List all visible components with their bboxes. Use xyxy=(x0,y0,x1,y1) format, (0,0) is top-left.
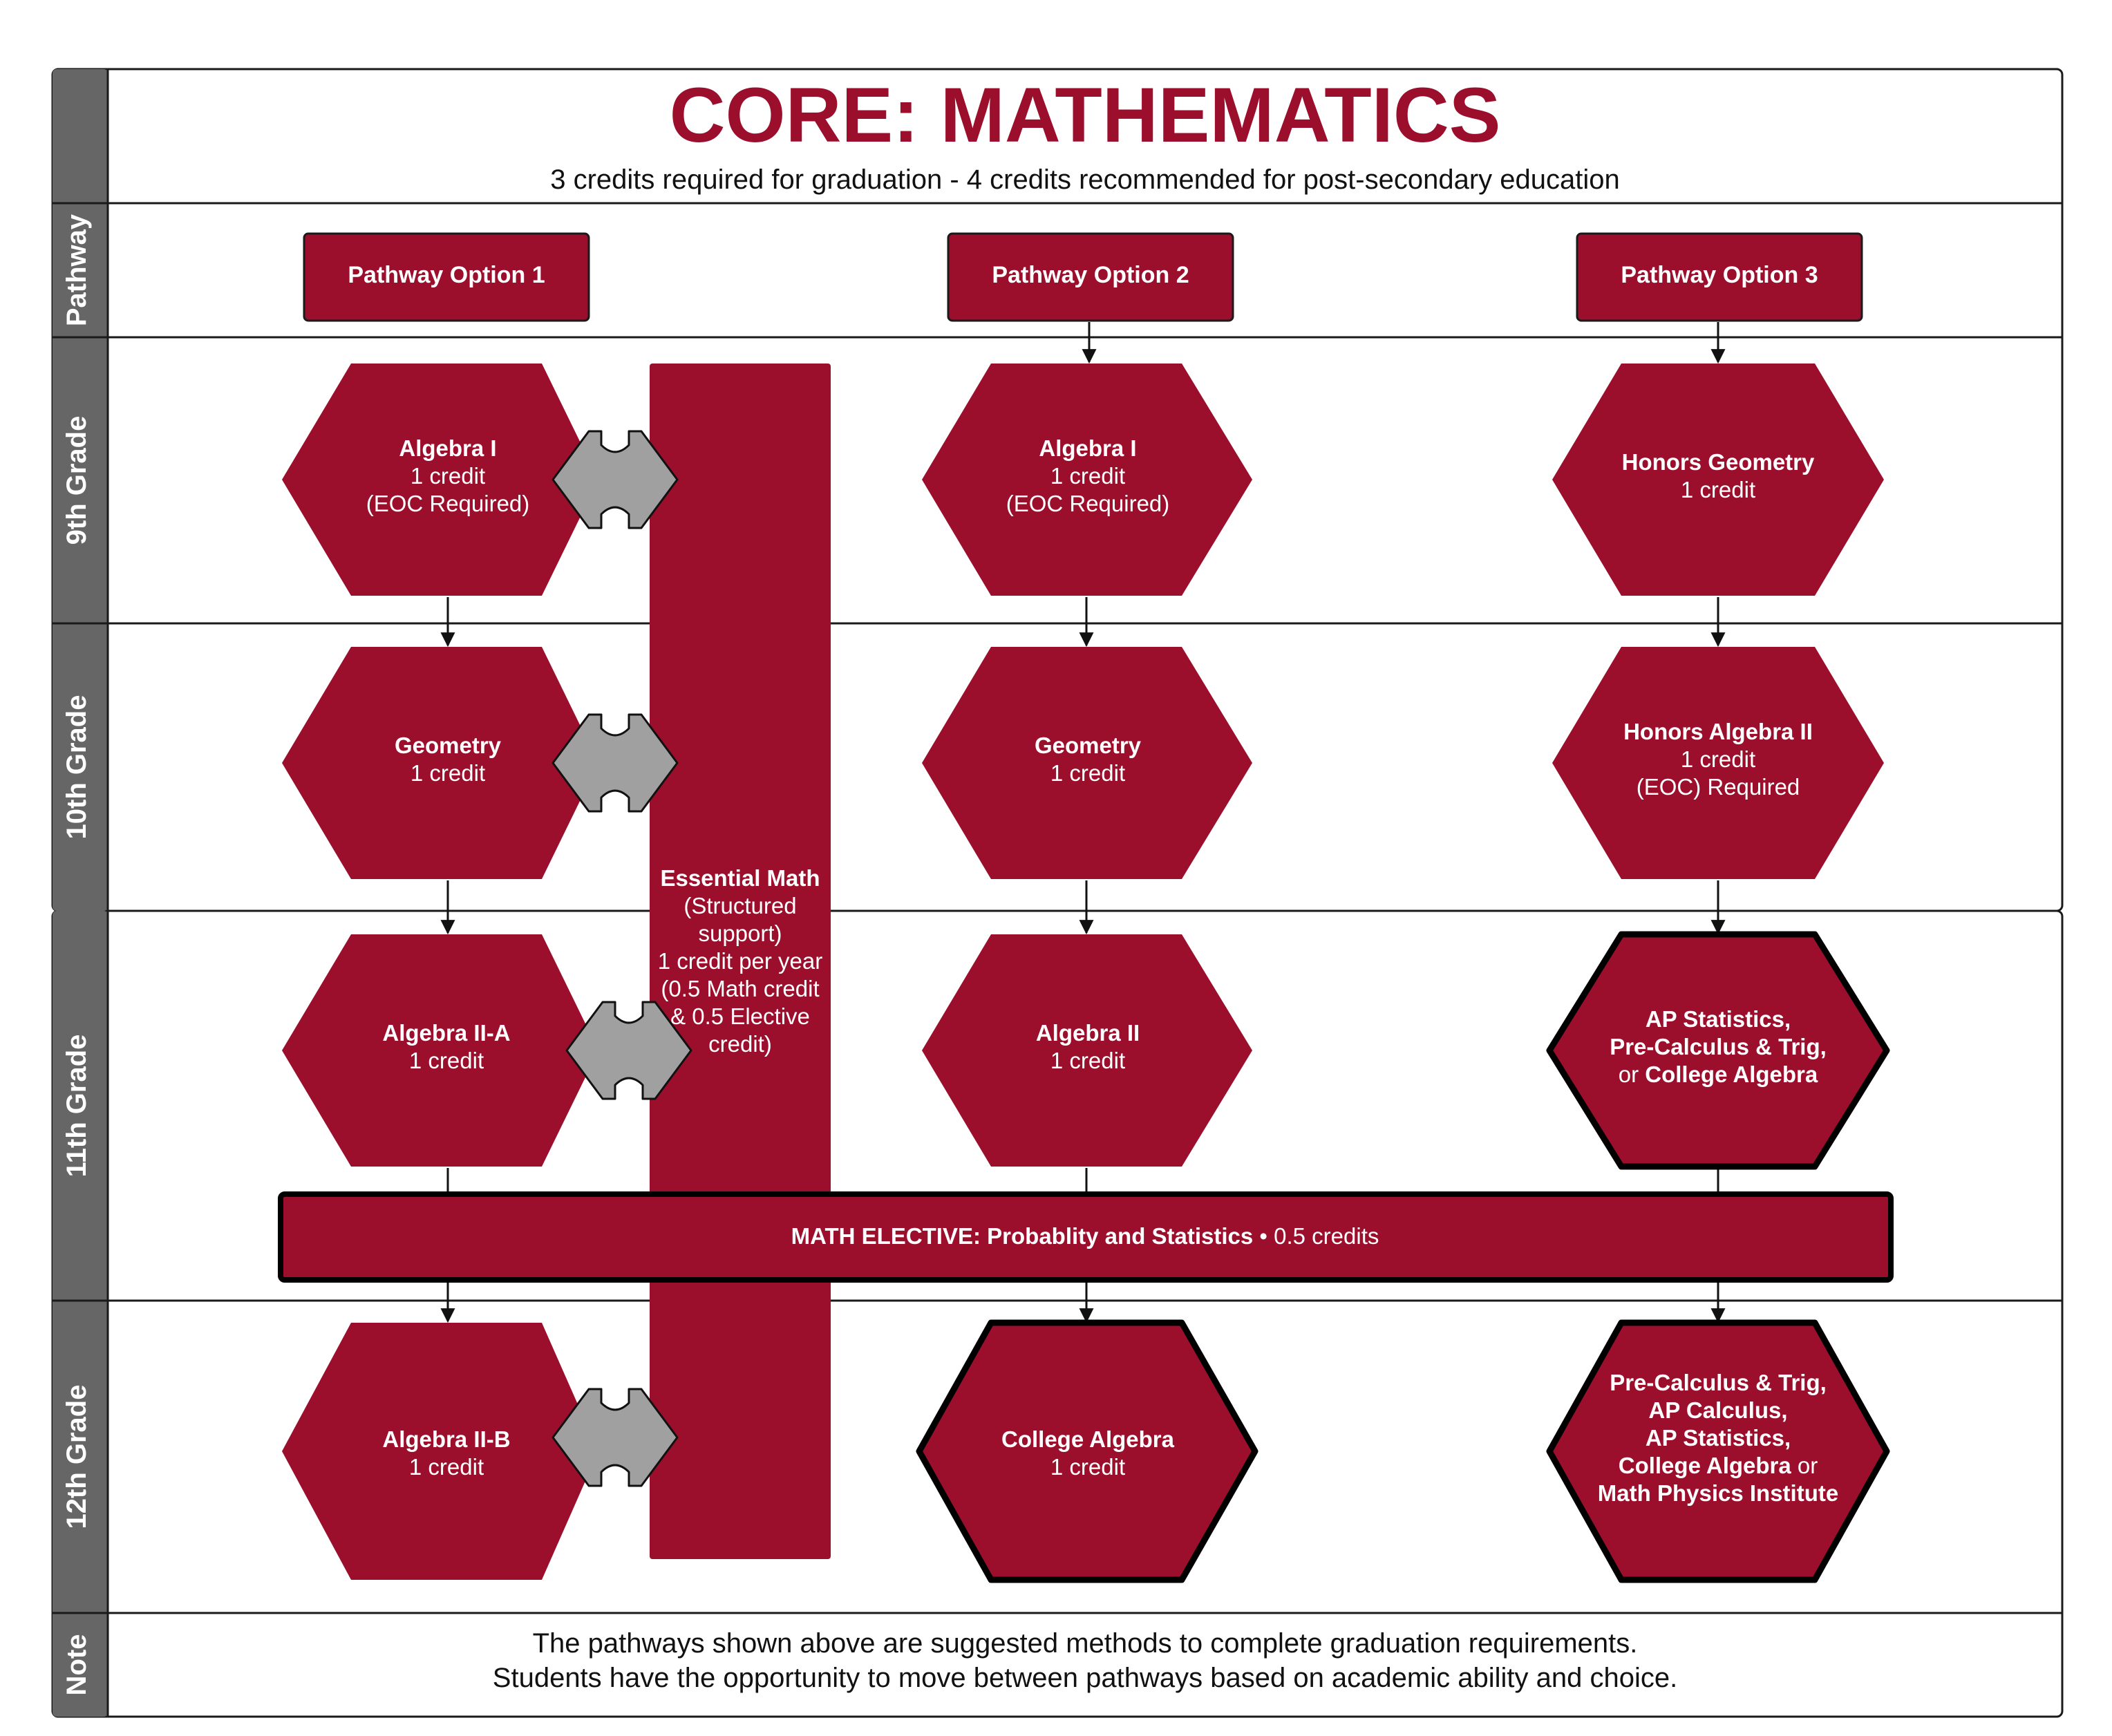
course-credit: 1 credit xyxy=(1680,746,1756,772)
essential-math-line: credit) xyxy=(708,1031,772,1057)
math-elective-credits: • 0.5 credits xyxy=(1259,1223,1379,1249)
row-label-note: Note xyxy=(62,1634,92,1696)
course-credit: 1 credit xyxy=(408,1454,484,1480)
course-credit: 1 credit xyxy=(1680,477,1756,502)
course-name: Geometry xyxy=(394,733,502,758)
page-subtitle: 3 credits required for graduation - 4 credits recommended for post-secondary education xyxy=(550,164,1620,195)
course-name: College Algebra xyxy=(1001,1426,1174,1452)
course-line xyxy=(1619,1062,1818,1087)
course-credit: 1 credit xyxy=(1050,1048,1126,1073)
pathway-option-2 xyxy=(948,234,1233,321)
course-credit: 1 credit xyxy=(410,463,486,489)
essential-math-line: (0.5 Math credit xyxy=(661,976,820,1001)
course-name: Algebra II xyxy=(1035,1020,1140,1046)
page-title: CORE: MATHEMATICS xyxy=(669,72,1501,158)
course-line xyxy=(1619,1453,1818,1478)
pathway-option-1 xyxy=(304,234,589,321)
course-name: Honors Geometry xyxy=(1621,449,1815,475)
math-elective-label: MATH ELECTIVE: Probablity and Statistics xyxy=(791,1223,1254,1249)
sidebar-lower xyxy=(53,911,108,1717)
course-line: AP Calculus, xyxy=(1648,1397,1788,1423)
course-name: College Algebra xyxy=(1645,1062,1818,1087)
course-credit: 1 credit xyxy=(1050,1454,1126,1480)
essential-math-line: (Structured xyxy=(683,893,797,918)
essential-math-line: 1 credit per year xyxy=(657,948,823,974)
essential-math-line: & 0.5 Elective xyxy=(670,1003,810,1029)
course-name: College Algebra xyxy=(1618,1453,1791,1478)
course-credit: 1 credit xyxy=(1050,760,1126,786)
math-elective-text xyxy=(791,1223,1379,1249)
course-line: AP Statistics, xyxy=(1645,1425,1791,1451)
course-hex-bold xyxy=(1549,1323,1887,1580)
course-extra: (EOC Required) xyxy=(366,491,530,516)
essential-math-title: Essential Math xyxy=(660,865,820,891)
course-credit: 1 credit xyxy=(410,760,486,786)
note-line-1: The pathways shown above are suggested methods to complete graduation requirements. xyxy=(532,1628,1638,1659)
course-extra: (EOC) Required xyxy=(1636,774,1800,800)
course-name: Algebra II-A xyxy=(382,1020,511,1046)
pathway-option-1-label: Pathway Option 1 xyxy=(348,262,545,288)
course-credit: 1 credit xyxy=(408,1048,484,1073)
course-extra: (EOC Required) xyxy=(1006,491,1170,516)
course-line: AP Statistics, xyxy=(1645,1006,1791,1032)
row-label-grade11: 11th Grade xyxy=(62,1034,92,1178)
pathway-option-3-label: Pathway Option 3 xyxy=(1621,262,1818,288)
note-line-2: Students have the opportunity to move between pathways based on academic ability and choice. xyxy=(492,1663,1678,1693)
course-name: Algebra I xyxy=(399,435,497,461)
pathway-option-3 xyxy=(1577,234,1862,321)
course-credit: 1 credit xyxy=(1050,463,1126,489)
course-name: Honors Algebra II xyxy=(1623,719,1813,744)
row-label-grade12: 12th Grade xyxy=(62,1384,92,1529)
row-label-grade10: 10th Grade xyxy=(62,695,92,840)
or-word: or xyxy=(1797,1453,1818,1478)
course-name: Geometry xyxy=(1034,733,1142,758)
course-line: Pre-Calculus & Trig, xyxy=(1610,1034,1827,1059)
row-label-pathway: Pathway xyxy=(62,214,92,327)
row-label-grade9: 9th Grade xyxy=(62,415,92,545)
or-word: or xyxy=(1618,1062,1639,1087)
course-name: Algebra II-B xyxy=(382,1426,511,1452)
essential-math-line: support) xyxy=(698,921,782,946)
course-line: Math Physics Institute xyxy=(1597,1480,1839,1506)
pathway-option-2-label: Pathway Option 2 xyxy=(992,262,1189,288)
course-line: Pre-Calculus & Trig, xyxy=(1610,1370,1827,1395)
course-name: Algebra I xyxy=(1039,435,1137,461)
